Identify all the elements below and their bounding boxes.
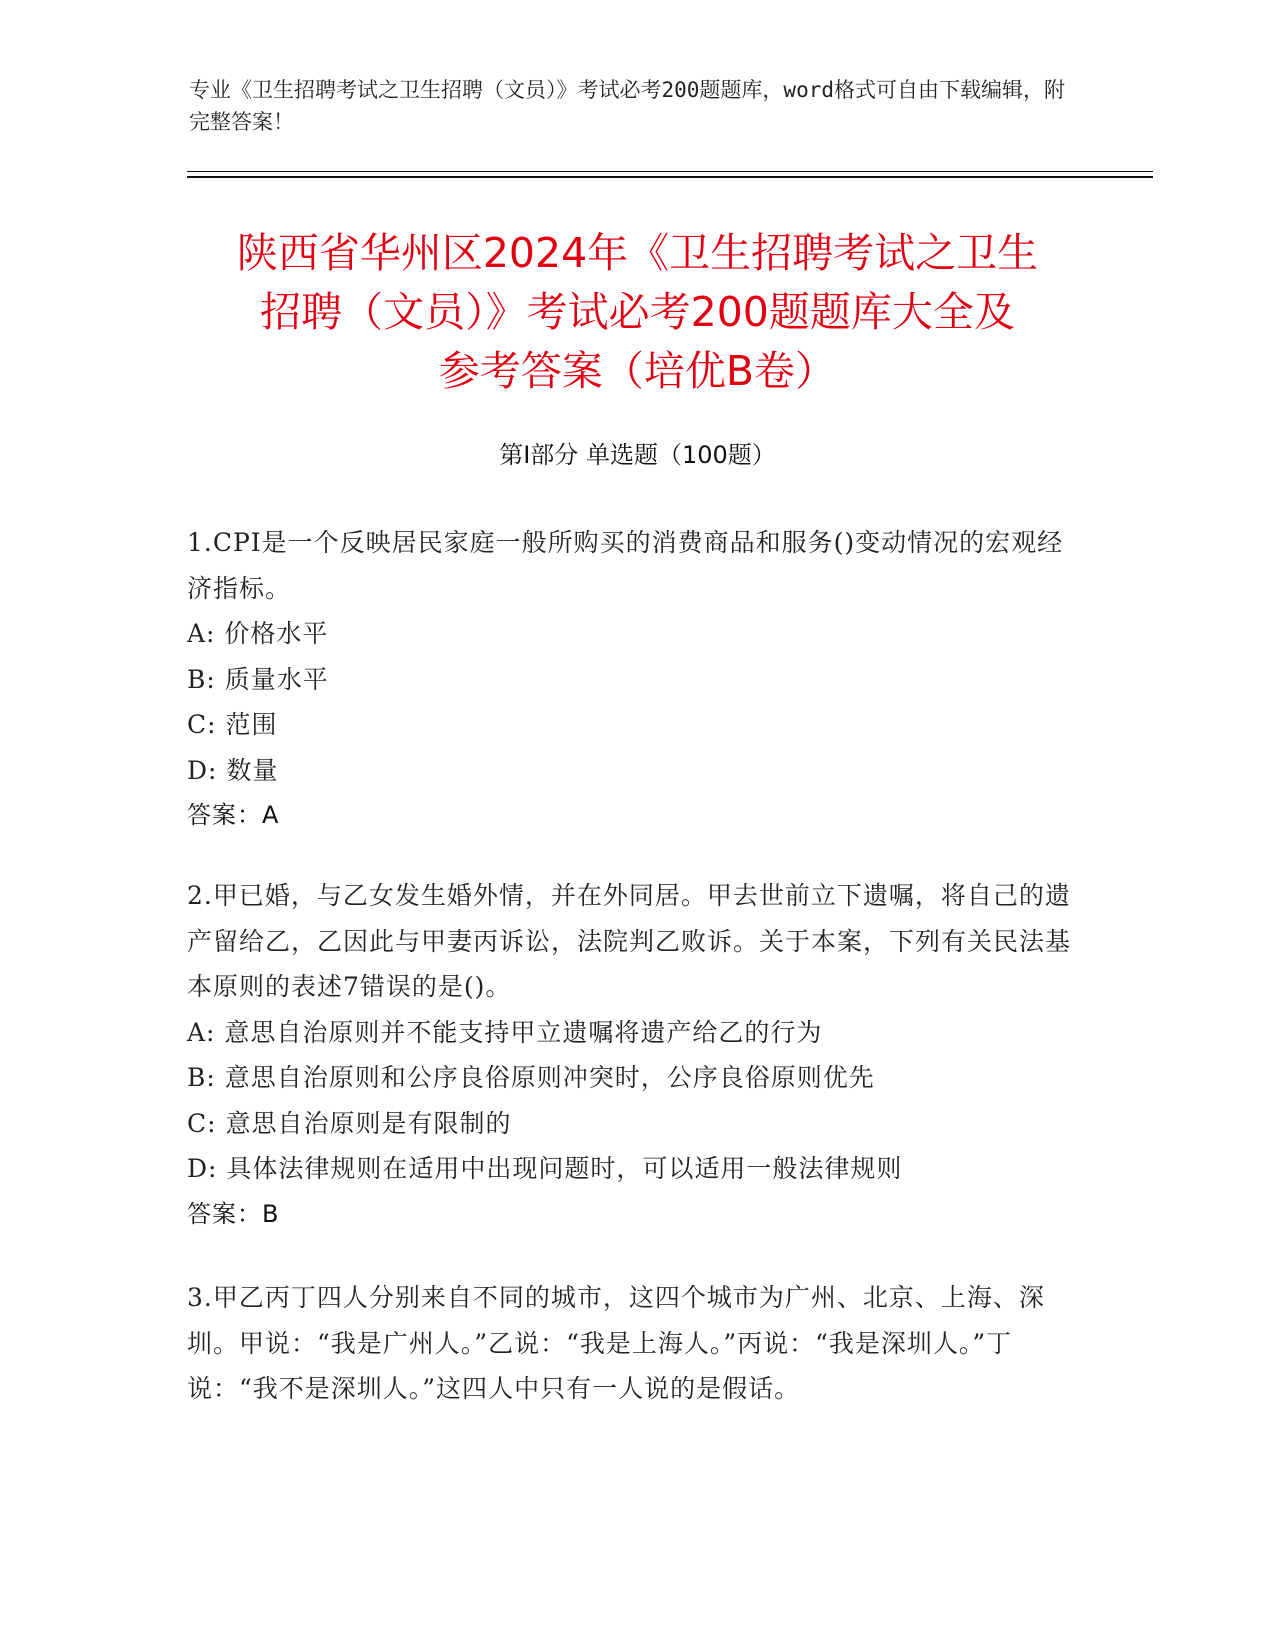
- section-heading: 第I部分 单选题（100题）: [499, 441, 776, 469]
- question-option-d: D: 具体法律规则在适用中出现问题时，可以适用一般法律规则: [187, 1154, 903, 1183]
- question-answer: 答案：A: [187, 801, 280, 829]
- title-line-2: 招聘（文员）》考试必考200题题库大全及: [260, 288, 1015, 336]
- question-option-c: C: 范围: [187, 710, 278, 739]
- question-3: [187, 1275, 1087, 1412]
- question-stem: 1.CPI是一个反映居民家庭一般所购买的消费商品和服务()变动情况的宏观经济指标。: [187, 528, 1064, 603]
- question-stem: 2.甲已婚，与乙女发生婚外情，并在外同居。甲去世前立下遗嘱，将自己的遗产留给乙，乙因此与甲妻丙诉讼，法院判乙败诉。关于本案，下列有关民法基本原则的表述7错误的是()。: [187, 881, 1072, 1001]
- question-1: [187, 520, 1087, 839]
- question-stem: 3.甲乙丙丁四人分别来自不同的城市，这四个城市为广州、北京、上海、深圳。甲说：“我是广州人。”乙说：“我是上海人。”丙说：“我是深圳人。”丁说：“我不是深圳人。”这四人中只有一人说的是假话。: [187, 1283, 1045, 1403]
- question-option-b: B: 意思自治原则和公序良俗原则冲突时，公序良俗原则优先: [187, 1063, 875, 1092]
- question-option-c: C: 意思自治原则是有限制的: [187, 1108, 512, 1138]
- title-line-3: 参考答案（培优B卷）: [438, 347, 837, 395]
- question-option-d: D: 数量: [187, 755, 279, 785]
- title-line-1: 陕西省华州区2024年《卫生招聘考试之卫生: [236, 229, 1039, 277]
- question-2: [187, 873, 1087, 1237]
- question-answer: 答案：B: [187, 1199, 280, 1228]
- question-option-a: A: 意思自治原则并不能支持甲立遗嘱将遗产给乙的行为: [187, 1017, 823, 1047]
- document-title: [150, 224, 1125, 401]
- question-option-a: A: 价格水平: [187, 619, 329, 648]
- header-divider-thin: [187, 171, 1153, 172]
- header-divider-thick: [187, 176, 1153, 178]
- header-note: 专业《卫生招聘考试之卫生招聘（文员）》考试必考200题题库，word格式可自由下载编辑，附完整答案！: [189, 78, 1065, 134]
- question-option-b: B: 质量水平: [187, 664, 329, 694]
